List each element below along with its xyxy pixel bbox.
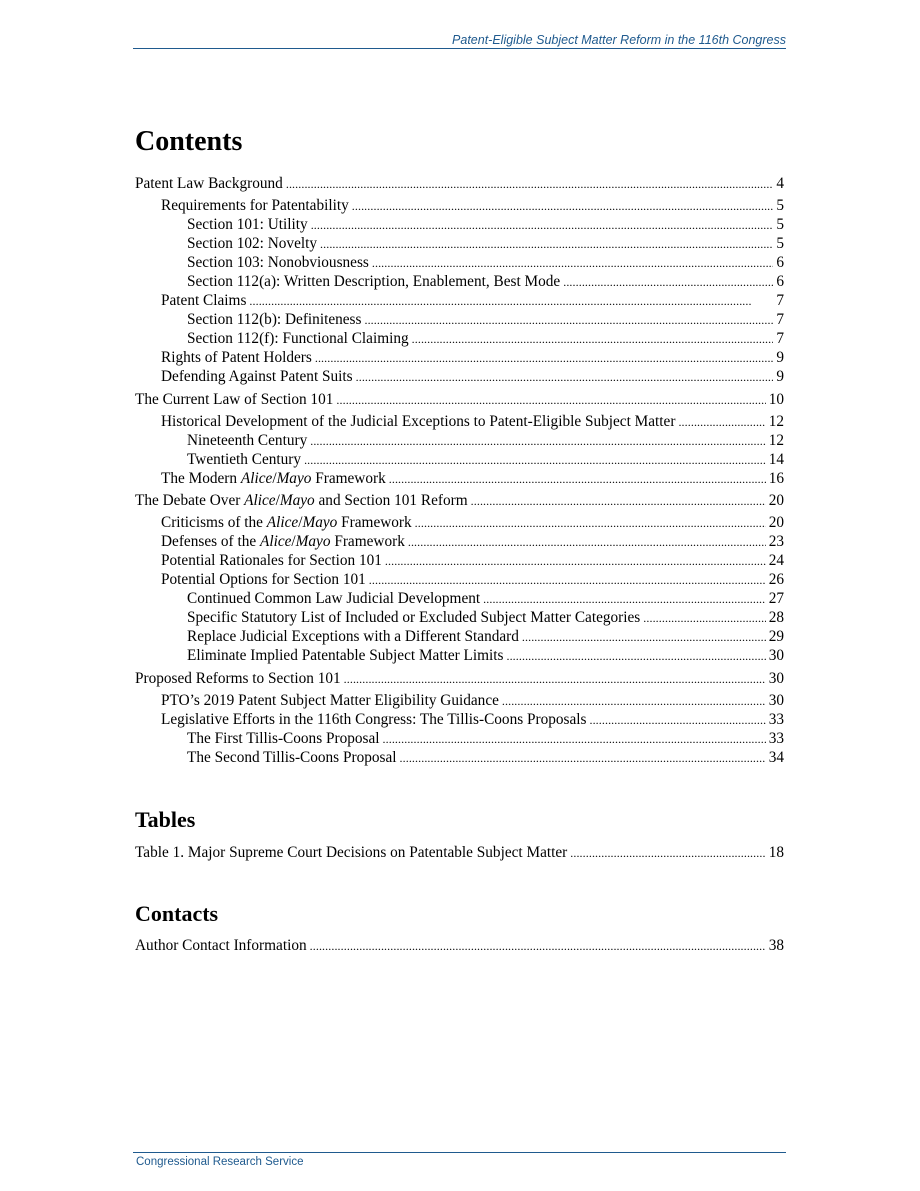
toc-entry-section-102-novelty[interactable]: Section 102: Novelty . . . 5 bbox=[187, 234, 784, 254]
toc-entry-section-112f[interactable]: Section 112(f): Functional Claiming . . . 7 bbox=[187, 329, 784, 349]
page-number: 38 bbox=[768, 937, 784, 954]
toc-entry-criticisms-alice-mayo[interactable]: Criticisms of the Alice/Mayo Framework . . . 20 bbox=[161, 513, 784, 533]
footer-rule bbox=[133, 1152, 786, 1153]
toc-entry-replace-judicial-exceptions[interactable]: Replace Judicial Exceptions with a Different Standard . . . 29 bbox=[187, 627, 784, 647]
page-number: 34 bbox=[768, 749, 784, 766]
toc-entry-second-tillis-coons[interactable]: The Second Tillis-Coons Proposal . . . 34 bbox=[187, 748, 784, 768]
toc-entry-defending-against-patent-suits[interactable]: Defending Against Patent Suits . . . 9 bbox=[161, 367, 784, 387]
toc-entry-table-1[interactable]: Table 1. Major Supreme Court Decisions on Patentable Subject Matter . . . 18 bbox=[135, 843, 784, 863]
page-number: 12 bbox=[768, 413, 784, 430]
toc-entry-specific-statutory-list[interactable]: Specific Statutory List of Included or Excluded Subject Matter Categories . . . 28 bbox=[187, 608, 784, 628]
page-number: 14 bbox=[768, 451, 784, 468]
page-number: 20 bbox=[768, 492, 784, 509]
toc-entry-nineteenth-century[interactable]: Nineteenth Century . . . 12 bbox=[187, 431, 784, 451]
toc-entry-section-101-utility[interactable]: Section 101: Utility . . . 5 bbox=[187, 215, 784, 235]
page-number: 7 bbox=[776, 292, 784, 309]
toc-entry-current-law-section-101[interactable]: The Current Law of Section 101 . . . 10 bbox=[135, 390, 784, 410]
toc-entry-debate-over-alice-mayo[interactable]: The Debate Over Alice/Mayo and Section 101 Reform . . . 20 bbox=[135, 491, 784, 511]
page-number: 30 bbox=[768, 670, 784, 687]
page-number: 6 bbox=[776, 254, 784, 271]
page-number: 6 bbox=[776, 273, 784, 290]
page-number: 26 bbox=[768, 571, 784, 588]
page-number: 4 bbox=[776, 175, 784, 192]
toc-entry-historical-development[interactable]: Historical Development of the Judicial Exceptions to Patent-Eligible Subject Matter . . . 12 bbox=[161, 412, 784, 432]
toc-entry-patent-claims[interactable]: Patent Claims . . . 7 bbox=[161, 291, 784, 311]
page-number: 5 bbox=[776, 216, 784, 233]
toc-entry-section-112b[interactable]: Section 112(b): Definiteness . . . 7 bbox=[187, 310, 784, 330]
page-number: 30 bbox=[768, 692, 784, 709]
page-number: 29 bbox=[768, 628, 784, 645]
page-number: 7 bbox=[776, 311, 784, 328]
page-number: 18 bbox=[768, 844, 784, 861]
toc-entry-author-contact[interactable]: Author Contact Information . . . 38 bbox=[135, 936, 784, 956]
toc-entry-twentieth-century[interactable]: Twentieth Century . . . 14 bbox=[187, 450, 784, 470]
toc-entry-potential-options[interactable]: Potential Options for Section 101 . . . 26 bbox=[161, 570, 784, 590]
toc-entry-first-tillis-coons[interactable]: The First Tillis-Coons Proposal . . . 33 bbox=[187, 729, 784, 749]
page-number: 16 bbox=[768, 470, 784, 487]
toc-entry-legislative-efforts[interactable]: Legislative Efforts in the 116th Congress: The Tillis-Coons Proposals . . . 33 bbox=[161, 710, 784, 730]
running-header-title: Patent-Eligible Subject Matter Reform in the 116th Congress bbox=[452, 33, 786, 47]
contacts-heading: Contacts bbox=[135, 901, 219, 926]
page-number: 33 bbox=[768, 730, 784, 747]
toc-entry-pto-2019-guidance[interactable]: PTO’s 2019 Patent Subject Matter Eligibility Guidance . . . 30 bbox=[161, 691, 784, 711]
toc-entry-eliminate-implied-limits[interactable]: Eliminate Implied Patentable Subject Matter Limits . . . 30 bbox=[187, 646, 784, 666]
page-number: 24 bbox=[768, 552, 784, 569]
toc-entry-modern-alice-mayo-framework[interactable]: The Modern Alice/Mayo Framework . . . 16 bbox=[161, 469, 784, 489]
toc-entry-requirements-for-patentability[interactable]: Requirements for Patentability . . . 5 bbox=[161, 196, 784, 216]
page-number: 23 bbox=[768, 533, 784, 550]
page-number: 7 bbox=[776, 330, 784, 347]
toc-entry-patent-law-background[interactable]: Patent Law Background . . . 4 bbox=[135, 174, 784, 194]
toc-entry-rights-of-patent-holders[interactable]: Rights of Patent Holders . . . 9 bbox=[161, 348, 784, 368]
footer-org: Congressional Research Service bbox=[136, 1156, 304, 1168]
page-number: 5 bbox=[776, 235, 784, 252]
page-number: 33 bbox=[768, 711, 784, 728]
page-number: 10 bbox=[768, 391, 784, 408]
toc-entry-potential-rationales[interactable]: Potential Rationales for Section 101 . . . 24 bbox=[161, 551, 784, 571]
page-number: 12 bbox=[768, 432, 784, 449]
page-number: 5 bbox=[776, 197, 784, 214]
page-number: 28 bbox=[768, 609, 784, 626]
page-number: 30 bbox=[768, 647, 784, 664]
tables-heading: Tables bbox=[135, 807, 196, 832]
toc-entry-proposed-reforms[interactable]: Proposed Reforms to Section 101 . . . 30 bbox=[135, 669, 784, 689]
page-number: 9 bbox=[776, 368, 784, 385]
toc-entry-section-103-nonobviousness[interactable]: Section 103: Nonobviousness . . . 6 bbox=[187, 253, 784, 273]
page-number: 20 bbox=[768, 514, 784, 531]
toc-entry-continued-common-law[interactable]: Continued Common Law Judicial Development . . . 27 bbox=[187, 589, 784, 609]
toc-entry-section-112a[interactable]: Section 112(a): Written Description, Enablement, Best Mode . . . 6 bbox=[187, 272, 784, 292]
page-number: 27 bbox=[768, 590, 784, 607]
page-number: 9 bbox=[776, 349, 784, 366]
contents-heading: Contents bbox=[135, 126, 243, 157]
running-header bbox=[133, 32, 786, 49]
toc-entry-defenses-alice-mayo[interactable]: Defenses of the Alice/Mayo Framework . . . 23 bbox=[161, 532, 784, 552]
